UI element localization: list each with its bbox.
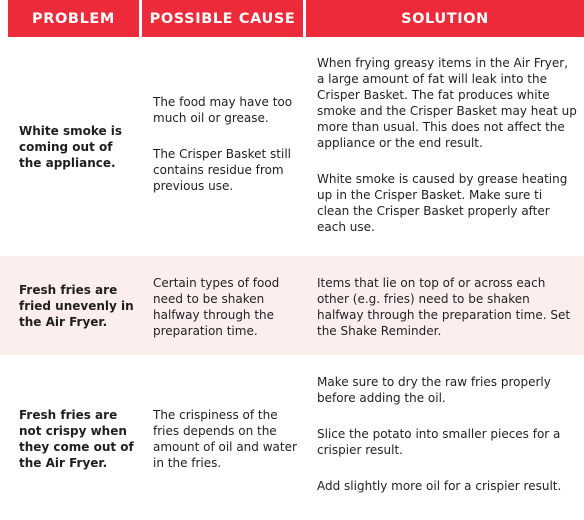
problem-cell xyxy=(8,256,139,355)
header-problem-label: PROBLEM xyxy=(32,10,115,27)
problem-cell xyxy=(8,358,139,520)
cause-text: The Crisper Basket still contains residue from previous use. xyxy=(153,147,291,193)
table-row xyxy=(0,40,584,253)
solution-cell xyxy=(306,40,584,253)
cause-text: The food may have too much oil or grease. xyxy=(153,95,293,125)
solution-text: White smoke is caused by grease heating up in the Crisper Basket. Make sure ti clean the Crisper Basket properly after each use. xyxy=(317,172,568,234)
cause-cell xyxy=(142,40,303,253)
cause-text: The crispiness of the fries depends on the amount of oil and water in the fries. xyxy=(153,408,297,470)
cause-text: Certain types of food need to be shaken halfway through the preparation time. xyxy=(153,276,280,338)
header-solution xyxy=(306,0,584,37)
solution-cell xyxy=(306,256,584,355)
cause-cell xyxy=(142,358,303,520)
solution-text: When frying greasy items in the Air Fryer, a large amount of fat will leak into the Crisper Basket. The fat produces white smoke and the Crisper Basket may heat up more than usual. This does not affect the appliance or the end result. xyxy=(317,56,577,150)
problem-text: White smoke is coming out of the appliance. xyxy=(19,123,123,170)
header-cause-label: POSSIBLE CAUSE xyxy=(149,10,296,27)
table-row xyxy=(0,256,584,355)
solution-text: Slice the potato into smaller pieces for a crispier result. xyxy=(317,427,561,457)
table-row xyxy=(0,358,584,520)
solution-cell xyxy=(306,358,584,520)
problem-text: Fresh fries are not crispy when they come out of the Air Fryer. xyxy=(19,408,134,470)
solution-text: Items that lie on top of or across each other (e.g. fries) need to be shaken halfway through the preparation time. Set the Shake Reminder. xyxy=(317,276,571,338)
header-cause xyxy=(142,0,303,37)
header-solution-label: SOLUTION xyxy=(401,10,489,27)
solution-text: Make sure to dry the raw fries properly before adding the oil. xyxy=(317,375,551,405)
problem-text: Fresh fries are fried unevenly in the Air Fryer. xyxy=(19,282,134,329)
solution-text: Add slightly more oil for a crispier result. xyxy=(317,479,562,493)
header-problem xyxy=(8,0,139,37)
problem-cell xyxy=(8,40,139,253)
cause-cell xyxy=(142,256,303,355)
